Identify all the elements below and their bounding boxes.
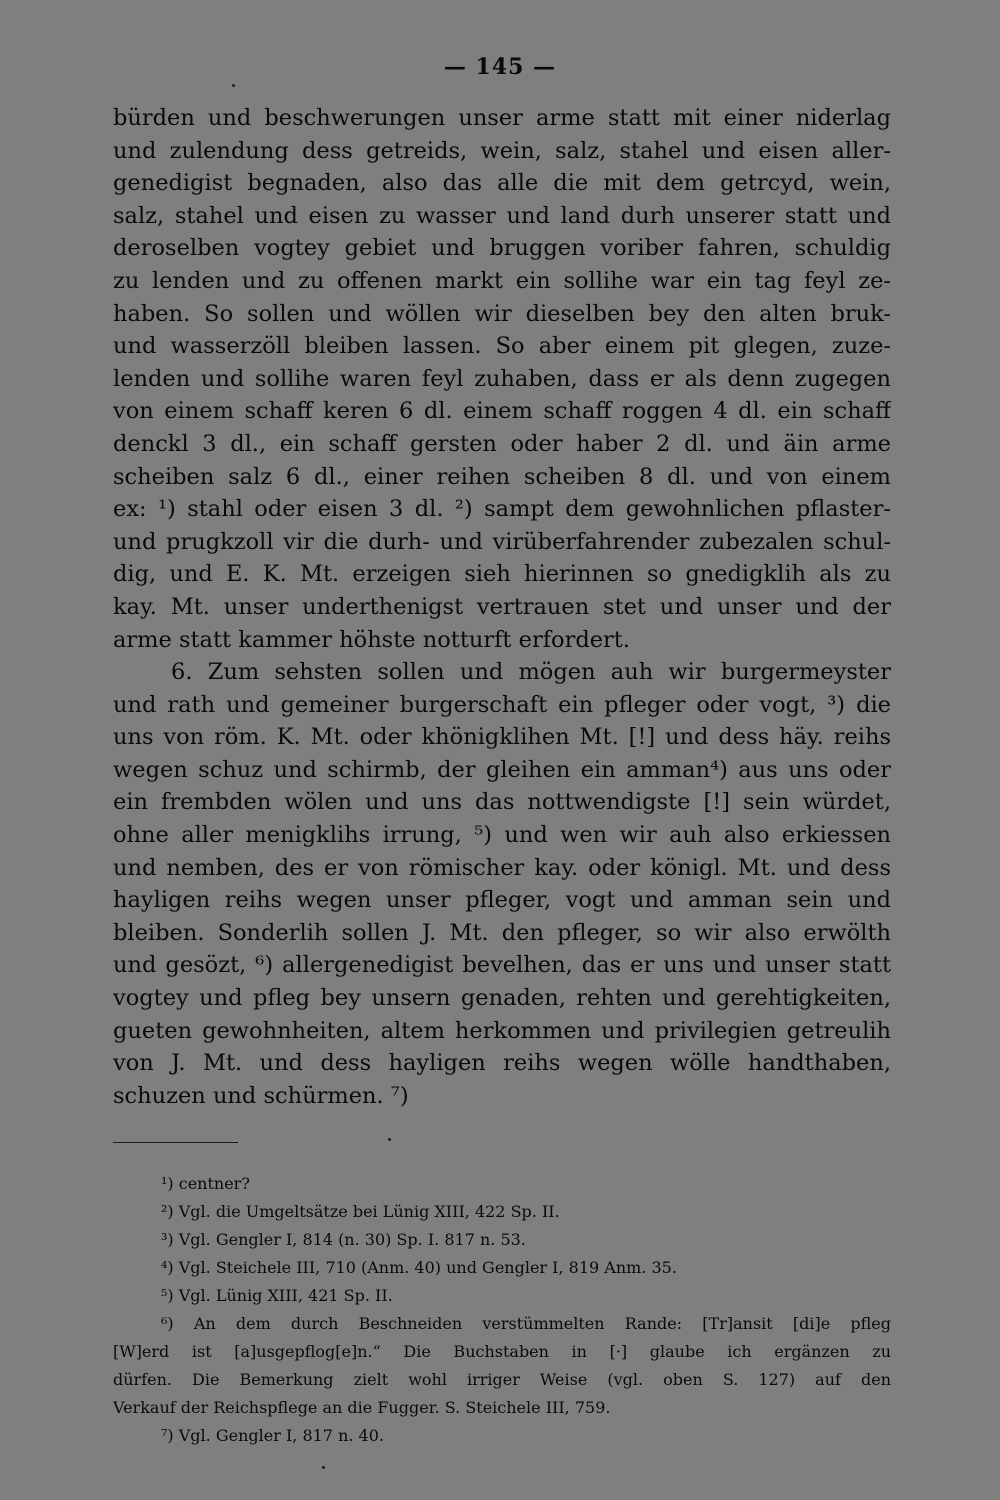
body-line: ex: ¹) stahl oder eisen 3 dl. ²) sampt dem gewohnlichen pflaster-: [113, 496, 891, 523]
body-text: [113, 102, 891, 1112]
footnote-3: ³) Vgl. Gengler I, 814 (n. 30) Sp. I. 817 n. 53.: [161, 1230, 526, 1249]
body-line: kay. Mt. unser underthenigst vertrauen stet und unser und der: [113, 593, 891, 620]
body-line: und prugkzoll vir die durh- und virüberfahrender zubezalen schul-: [113, 528, 891, 555]
body-line: und zulendung dess getreids, wein, salz, stahel und eisen aller-: [113, 137, 891, 164]
footnote-6: ⁶) An dem durch Beschneiden verstümmelten Rande: [Tr]ansit [di]e pfleg: [161, 1314, 891, 1333]
footnote-1: ¹) centner?: [161, 1174, 250, 1193]
footnote-7: ⁷) Vgl. Gengler I, 817 n. 40.: [161, 1426, 384, 1445]
speck: [232, 84, 235, 87]
body-line: denckl 3 dl., ein schaff gersten oder haber 2 dl. und äin arme: [113, 430, 891, 457]
paragraph-start-line: 6. Zum sehsten sollen und mögen auh wir burgermeyster: [171, 659, 891, 686]
body-line: wegen schuz und schirmb, der gleihen ein amman⁴) aus uns oder: [113, 756, 891, 783]
body-line: bleiben. Sonderlih sollen J. Mt. den pfleger, so wir also erwölth: [113, 919, 891, 946]
footnotes: [113, 1170, 891, 1450]
body-line: haben. So sollen und wöllen wir dieselben bey den alten bruk-: [113, 300, 891, 327]
body-line: ein frembden wölen und uns das nottwendigste [!] sein würdet,: [113, 789, 891, 816]
body-line: dig, und E. K. Mt. erzeigen sieh hierinnen so gnedigklih als zu: [113, 561, 891, 588]
footnote-6-continued: dürfen. Die Bemerkung zielt wohl irriger Weise (vgl. oben S. 127) auf den: [113, 1370, 891, 1389]
footnote-6-continued: Verkauf der Reichspflege an die Fugger. S. Steichele III, 759.: [113, 1398, 611, 1417]
body-line: genedigist begnaden, also das alle die mit dem getrcyd, wein,: [113, 170, 891, 197]
footnote-2: ²) Vgl. die Umgeltsätze bei Lünig XIII, 422 Sp. II.: [161, 1202, 560, 1221]
footnote-6-continued: [W]erd ist [a]usgepflog[e]n.“ Die Buchstaben in [·] glaube ich ergänzen zu: [113, 1342, 891, 1361]
speck: [388, 1138, 391, 1141]
body-line: vogtey und pfleg bey unsern genaden, rehten und gerehtigkeiten,: [113, 985, 891, 1012]
body-line: bürden und beschwerungen unser arme statt mit einer niderlag: [113, 105, 891, 131]
body-line: und gesözt, ⁶) allergenedigist bevelhen, das er uns und unser statt: [113, 952, 891, 979]
body-line: scheiben salz 6 dl., einer reihen scheiben 8 dl. und von einem: [113, 463, 891, 490]
speck: [322, 1466, 325, 1469]
body-line: ohne aller menigklihs irrung, ⁵) und wen wir auh also erkiessen: [113, 822, 891, 849]
body-line: arme statt kammer höhste notturft erfordert.: [113, 626, 630, 653]
body-line: und rath und gemeiner burgerschaft ein pfleger oder vogt, ³) die: [113, 691, 891, 718]
body-line: von J. Mt. und dess hayligen reihs wegen wölle handthaben,: [113, 1050, 891, 1077]
body-line: von einem schaff keren 6 dl. einem schaff roggen 4 dl. ein schaff: [113, 398, 891, 425]
body-line: deroselben vogtey gebiet und bruggen voriber fahren, schuldig: [113, 235, 891, 262]
body-line: hayligen reihs wegen unser pfleger, vogt und amman sein und: [113, 887, 891, 914]
body-line: gueten gewohnheiten, altem herkommen und privilegien getreulih: [113, 1017, 891, 1044]
body-line: lenden und sollihe waren feyl zuhaben, dass er als denn zugegen: [113, 365, 891, 392]
body-line: schuzen und schürmen. ⁷): [113, 1082, 409, 1109]
footnote-separator: [113, 1142, 238, 1143]
body-line: und wasserzöll bleiben lassen. So aber einem pit glegen, zuze-: [113, 333, 891, 360]
body-line: und nemben, des er von römischer kay. oder königl. Mt. und dess: [113, 854, 891, 881]
body-line: zu lenden und zu offenen markt ein sollihe war ein tag feyl ze-: [113, 267, 891, 294]
footnote-5: ⁵) Vgl. Lünig XIII, 421 Sp. II.: [161, 1286, 393, 1305]
footnote-4: ⁴) Vgl. Steichele III, 710 (Anm. 40) und Gengler I, 819 Anm. 35.: [161, 1258, 677, 1277]
body-line: salz, stahel und eisen zu wasser und land durh unserer statt und: [113, 202, 891, 229]
page-number: — 145 —: [443, 54, 557, 80]
body-line: uns von röm. K. Mt. oder khönigklihen Mt. [!] und dess häy. reihs: [113, 724, 891, 751]
